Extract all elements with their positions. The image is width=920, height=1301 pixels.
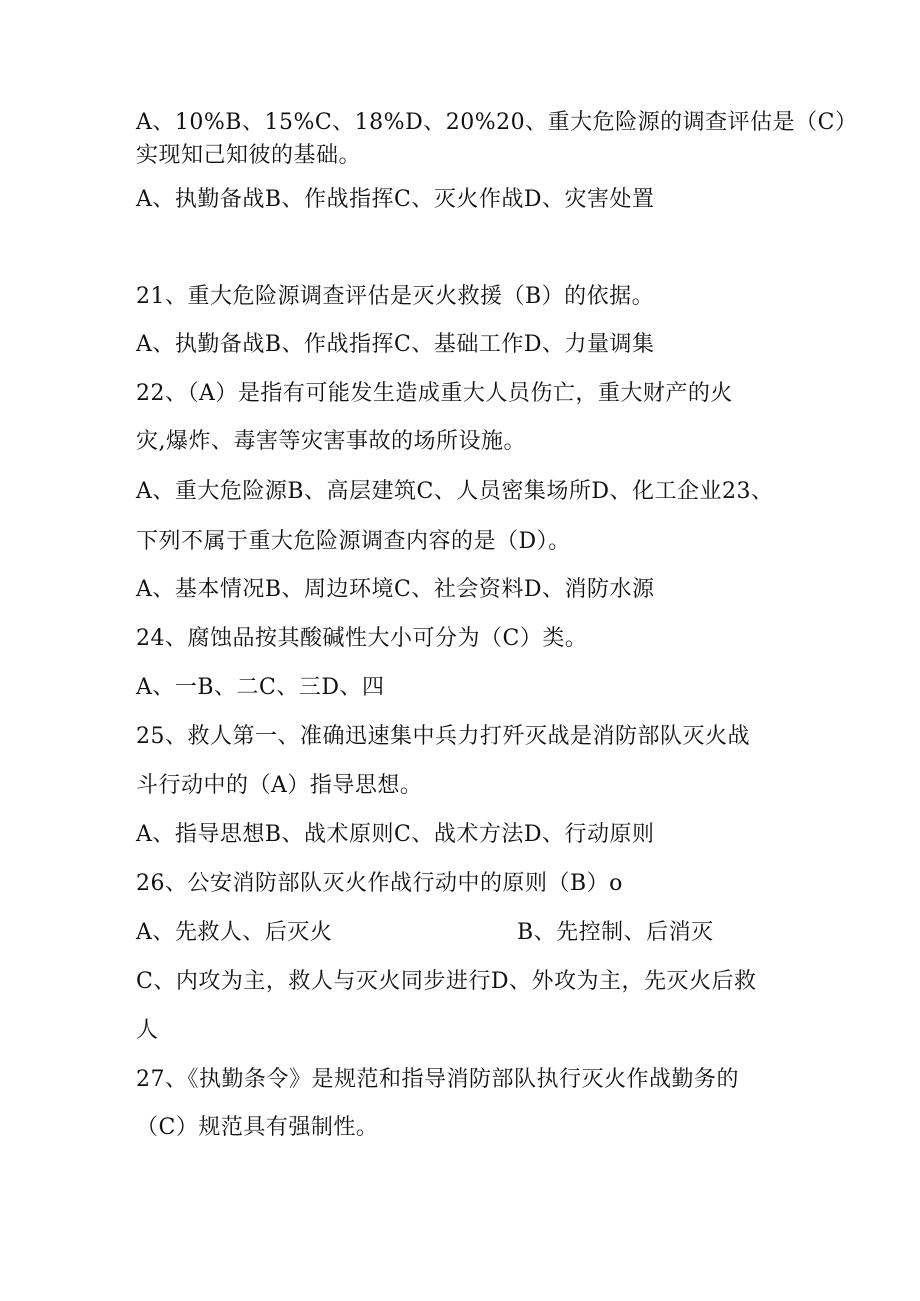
text-line-q26-options-cd: C、内攻为主，救人与灭火同步进行D、外攻为主，先灭火后救 <box>136 969 757 994</box>
text-line-q27: 27、《执勤条令》是规范和指导消防部队执行灭火作战勤务的 <box>136 1067 739 1092</box>
text-line-q25: 25、救人第一、准确迅速集中兵力打歼灭战是消防部队灭火战 <box>136 724 750 749</box>
text-line-q23: 下列不属于重大危险源调查内容的是（D）。 <box>136 529 571 554</box>
text-line-q24: 24、腐蚀品按其酸碱性大小可分为（C）类。 <box>136 626 588 651</box>
text-line-q20-answers: A、执勤备战B、作战指挥C、灭火作战D、灾害处置 <box>136 187 655 212</box>
text-line-q21: 21、重大危险源调查评估是灭火救援（B）的依据。 <box>136 284 655 309</box>
text-line-q22-answers: A、重大危险源B、高层建筑C、人员密集场所D、化工企业23、 <box>136 479 774 504</box>
text-line-q26: 26、公安消防部队灭火作战行动中的原则（B）o <box>136 871 623 896</box>
text-line-q21-answers: A、执勤备战B、作战指挥C、基础工作D、力量调集 <box>136 332 655 357</box>
text-line-q26-option-b: B、先控制、后消灭 <box>517 920 714 945</box>
text-line-q27-continued: （C）规范具有强制性。 <box>136 1115 379 1140</box>
text-line-q25-continued: 斗行动中的（A）指导思想。 <box>136 773 423 798</box>
text-line-q24-answers: A、一B、二C、三D、四 <box>136 675 385 700</box>
text-line-q26-option-a: A、先救人、后灭火 <box>136 920 333 945</box>
text-line-q22: 22、（A）是指有可能发生造成重大人员伤亡，重大财产的火 <box>136 381 733 406</box>
text-line-q23-answers: A、基本情况B、周边环境C、社会资料D、消防水源 <box>136 577 655 602</box>
text-line-q20-options: A、10%B、15%C、18%D、20%20、重大危险源的调查评估是（C） <box>136 110 858 135</box>
text-line-q22-continued: 灾,爆炸、毒害等灾害事故的场所设施。 <box>136 429 526 454</box>
text-line-q20-continued: 实现知己知彼的基础。 <box>136 143 362 168</box>
text-line-q26-options-cd-continued: 人 <box>136 1018 159 1043</box>
text-line-q25-answers: A、指导思想B、战术原则C、战术方法D、行动原则 <box>136 822 655 847</box>
